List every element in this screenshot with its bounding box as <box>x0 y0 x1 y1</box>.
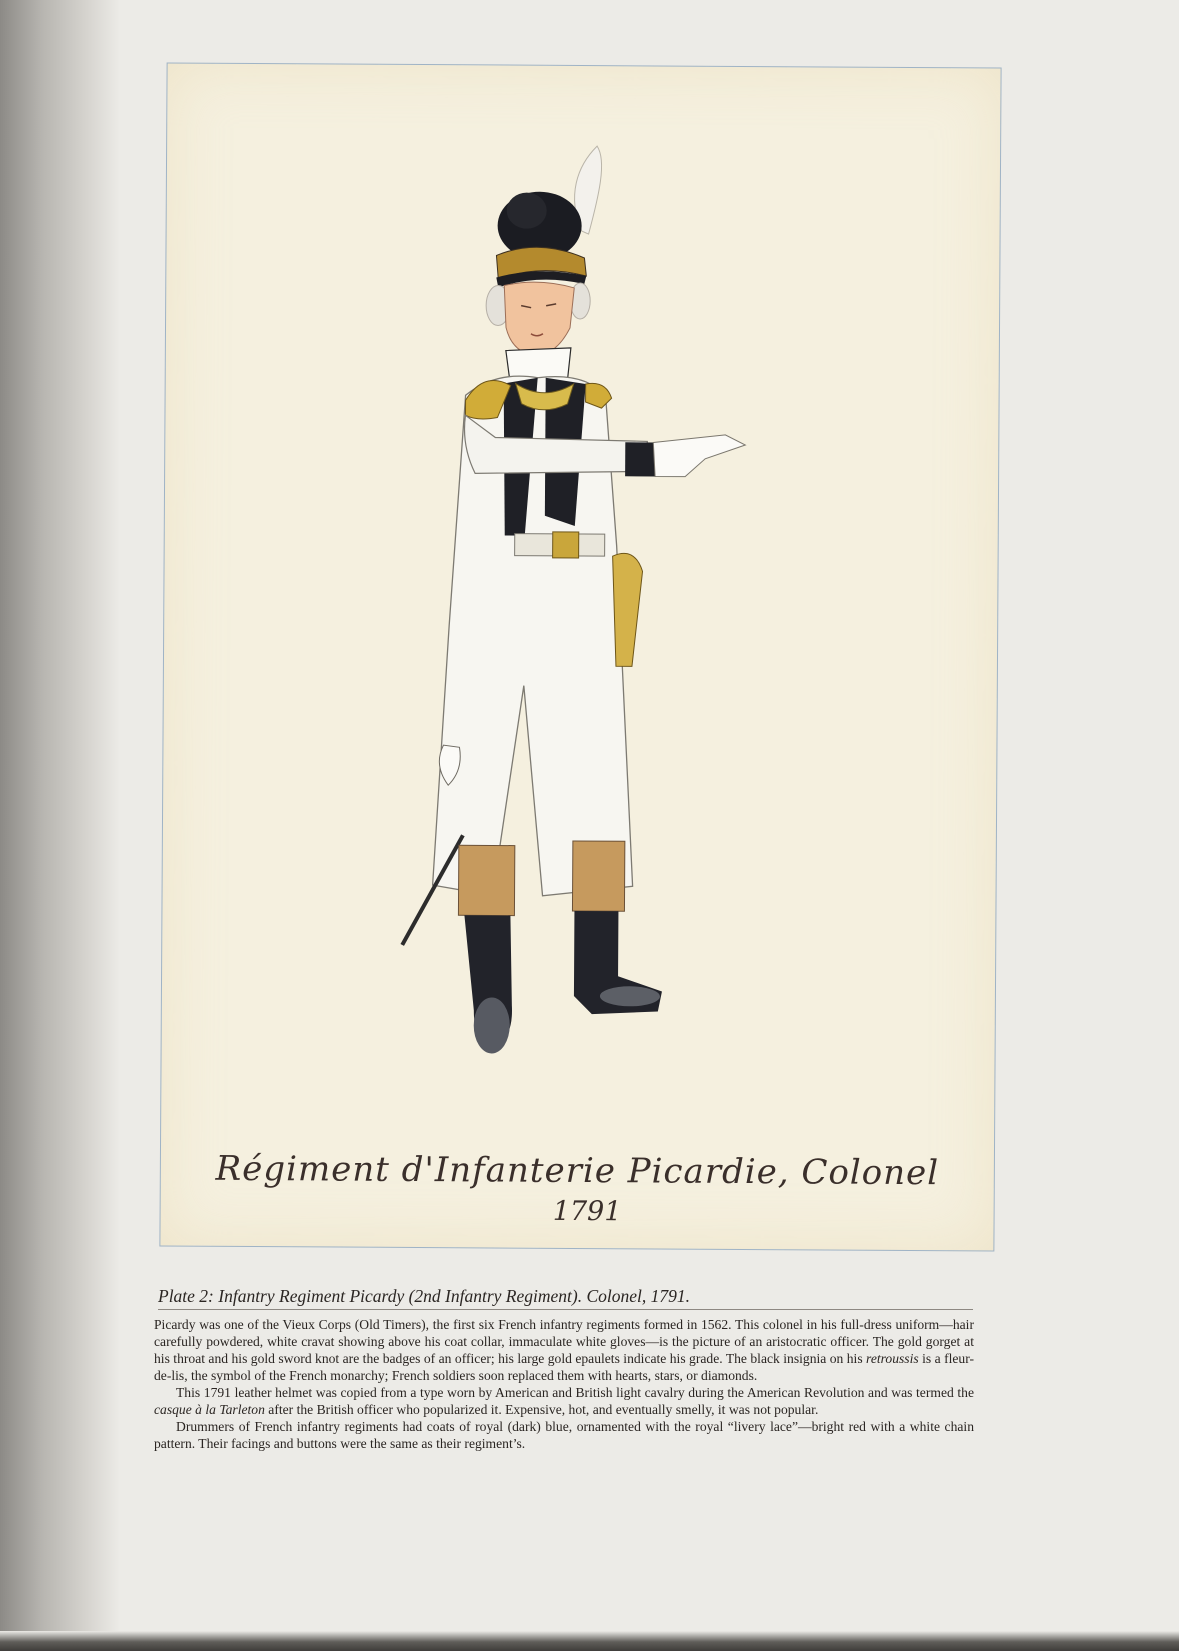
paragraph-1 <box>154 1316 974 1384</box>
paragraph-3: Drummers of French infantry regiments had coats of royal (dark) blue, ornamented with the royal “livery lace”—bright red with a white chain pattern. Their facings and buttons were the same as their regiment’s. <box>154 1419 974 1451</box>
paragraph-2-text-b: after the British officer who popularized it. Expensive, hot, and eventually smelly, it was not popular. <box>264 1402 819 1417</box>
plate-caption-title: Régiment d'Infanterie Picardie, Colonel <box>215 1148 940 1194</box>
caption-body <box>154 1316 974 1452</box>
paragraph-1-italic: retroussis <box>866 1351 919 1366</box>
plate-caption-year: 1791 <box>552 1195 622 1228</box>
illustration-plate <box>159 62 1001 1251</box>
book-gutter-shadow <box>0 0 120 1651</box>
colonel-figure-illustration <box>161 63 1000 1128</box>
paragraph-1-text-b: is a fleur-de-lis, the symbol of the French monarchy; French soldiers soon replaced them with hearts, stars, or diamonds. <box>154 1351 974 1383</box>
page-bottom-edge <box>0 1631 1179 1651</box>
paragraph-2-text-a: This 1791 leather helmet was copied from a type worn by American and British light cavalry during the American Revolution and was termed the <box>176 1385 974 1400</box>
paragraph-1-text-a: Picardy was one of the Vieux Corps (Old Timers), the first six French infantry regiments formed in 1562. This colonel in his full-dress uniform—hair carefully powdered, white cravat showing above his coat collar, immaculate white gloves—is the picture of an aristocratic officer. The gold gorget at his throat and his gold sword knot are the badges of an officer; his large gold epaulets indicate his grade. The black insignia on his <box>154 1317 974 1366</box>
caption-title: Plate 2: Infantry Regiment Picardy (2nd Infantry Regiment). Colonel, 1791. <box>158 1286 973 1310</box>
paragraph-2-italic: casque à la Tarleton <box>154 1402 265 1417</box>
paragraph-2 <box>154 1384 974 1418</box>
